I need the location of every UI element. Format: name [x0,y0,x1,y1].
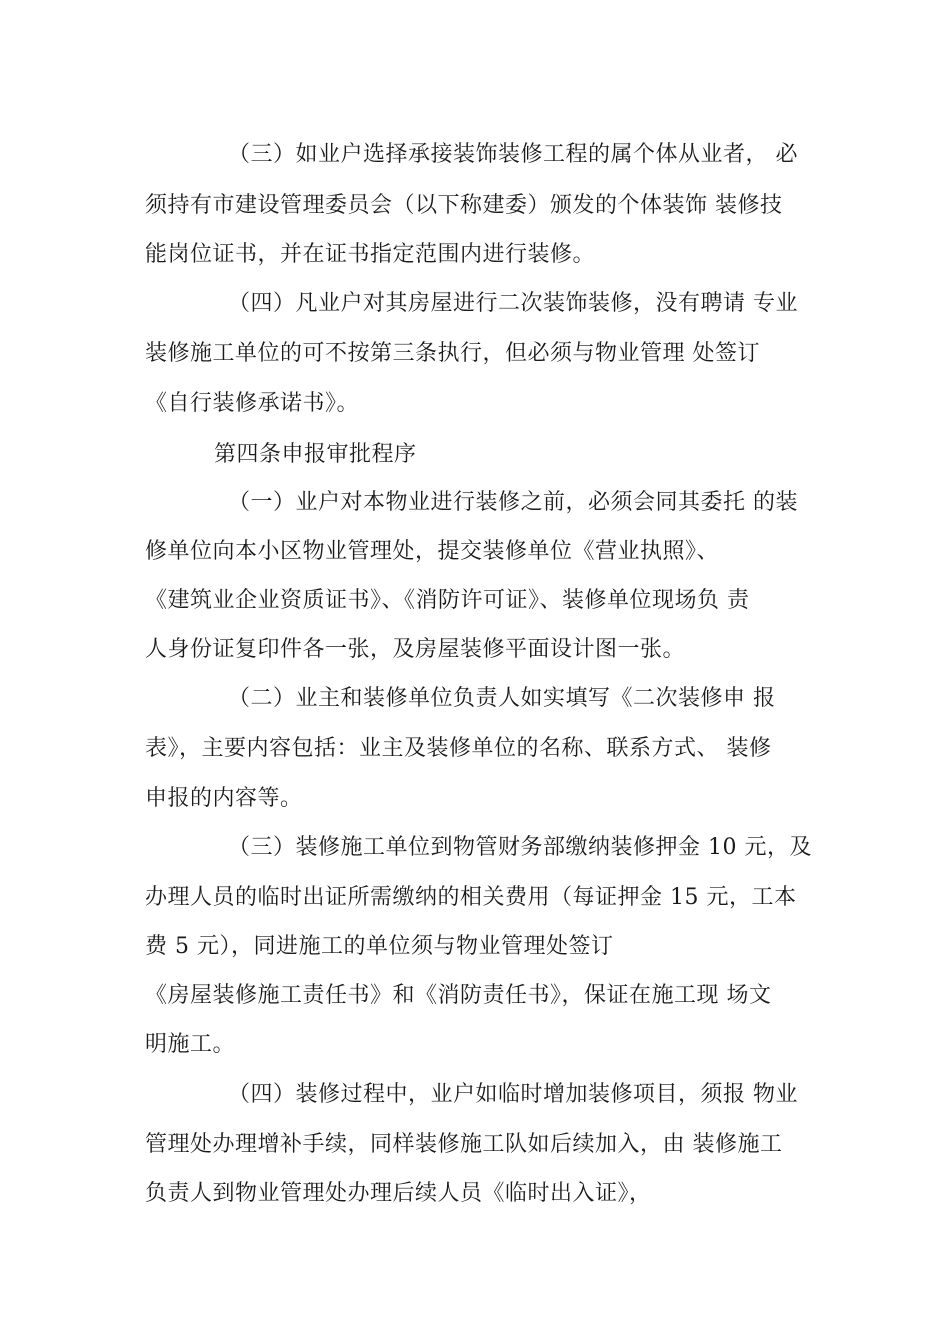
paragraph-line: （二）业主和装修单位负责人如实填写《二次装修申 报 [228,686,776,711]
paragraph-line: 办理人员的临时出证所需缴纳的相关费用（每证押金 15 元，工本 [145,885,797,910]
paragraph-line: 申报的内容等。 [145,786,303,811]
paragraph-line: 人身份证复印件各一张，及房屋装修平面设计图一张。 [145,637,686,662]
paragraph-line: （四）装修过程中，业户如临时增加装修项目，须报 物业 [228,1082,798,1107]
section-heading: 第四条申报审批程序 [214,442,417,467]
paragraph-line: 《自行装修承诺书》。 [145,391,360,416]
paragraph-line: 须持有市建设管理委员会（以下称建委）颁发的个体装饰 装修技 [145,193,783,218]
paragraph-line: 修单位向本小区物业管理处，提交装修单位《营业执照》、 [145,539,720,564]
paragraph-line: 明施工。 [145,1032,236,1057]
paragraph-line: （四）凡业户对其房屋进行二次装饰装修，没有聘请 专业 [228,291,798,316]
paragraph-line: 《建筑业企业资质证书》、《消防许可证》、装修单位现场负 责 [145,588,750,613]
paragraph-line: 表》，主要内容包括：业主及装修单位的名称、联系方式、 装修 [145,736,772,761]
paragraph-line: 费 5 元），同进施工的单位须与物业管理处签订 [145,934,614,959]
paragraph-line: 负责人到物业管理处办理后续人员《临时出入证》， [145,1181,652,1206]
paragraph-line: （一）业户对本物业进行装修之前，必须会同其委托 的装 [228,490,798,515]
paragraph-line: 管理处办理增补手续，同样装修施工队如后续加入，由 装修施工 [145,1132,783,1157]
paragraph-line: 装修施工单位的可不按第三条执行，但必须与物业管理 处签订 [145,341,760,366]
paragraph-line: 《房屋装修施工责任书》和《消防责任书》，保证在施工现 场文 [145,983,772,1008]
paragraph-line: 能岗位证书，并在证书指定范围内进行装修。 [145,242,596,267]
paragraph-line: （三）装修施工单位到物管财务部缴纳装修押金 10 元，及 [228,835,812,860]
paragraph-line: （三）如业户选择承接装饰装修工程的属个体从业者， 必 [228,142,798,167]
